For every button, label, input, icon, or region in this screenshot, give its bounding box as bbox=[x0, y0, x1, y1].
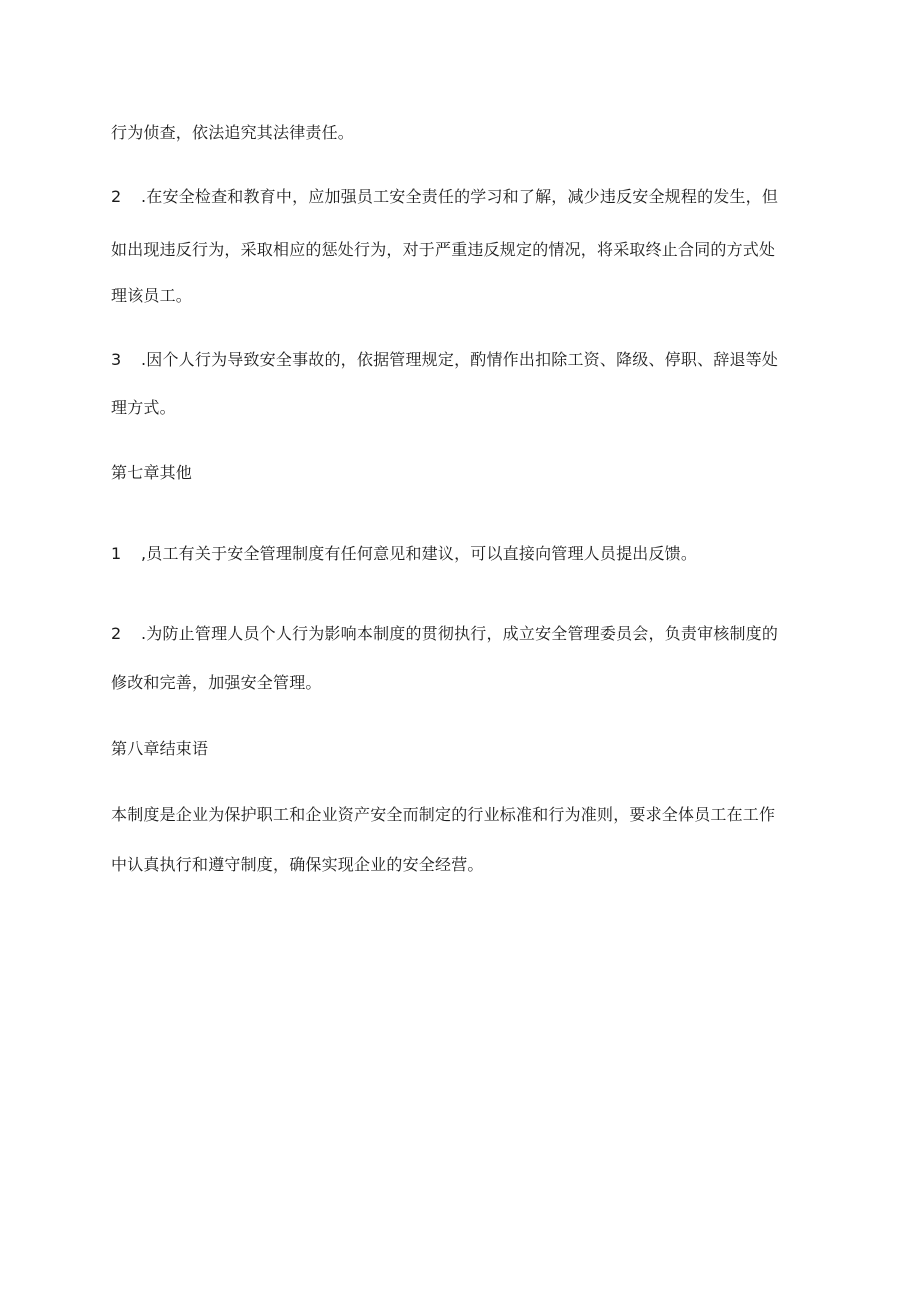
list-item-3-line-1 bbox=[111, 349, 811, 371]
list-item-text: ,员工有关于安全管理制度有任何意见和建议，可以直接向管理人员提出反馈。 bbox=[141, 544, 698, 563]
paragraph-text: 本制度是企业为保护职工和企业资产安全而制定的行业标准和行为准则，要求全体员工在工作 bbox=[111, 805, 776, 824]
chapter-heading bbox=[111, 462, 811, 484]
list-item-3-line-2 bbox=[111, 397, 811, 419]
list-item-2b-line-2 bbox=[111, 672, 811, 694]
list-item-text: .在安全检查和教育中，应加强员工安全责任的学习和了解，减少违反安全规程的发生，但 bbox=[141, 187, 779, 206]
list-item-text: 理方式。 bbox=[111, 398, 176, 417]
list-item-text: 理该员工。 bbox=[111, 286, 193, 305]
paragraph-line bbox=[111, 122, 811, 144]
list-item-number: 1 bbox=[111, 544, 122, 563]
list-item-number: 3 bbox=[111, 350, 122, 369]
paragraph-line bbox=[111, 804, 811, 826]
list-item-2-line-1 bbox=[111, 186, 811, 208]
list-item-text: 如出现违反行为，采取相应的惩处行为，对于严重违反规定的情况，将采取终止合同的方式处 bbox=[111, 240, 776, 259]
list-item-1-line-1 bbox=[111, 543, 811, 565]
paragraph-text: 行为侦查，依法追究其法律责任。 bbox=[111, 123, 355, 142]
list-item-2b-line-1 bbox=[111, 623, 811, 645]
paragraph-line bbox=[111, 854, 811, 876]
list-item-text: 修改和完善，加强安全管理。 bbox=[111, 673, 322, 692]
paragraph-text: 中认真执行和遵守制度，确保实现企业的安全经营。 bbox=[111, 855, 484, 874]
list-item-number: 2 bbox=[111, 187, 122, 206]
list-item-text: .因个人行为导致安全事故的，依据管理规定，酌情作出扣除工资、降级、停职、辞退等处 bbox=[141, 350, 779, 369]
list-item-2-line-3 bbox=[111, 285, 811, 307]
chapter-title: 第八章结束语 bbox=[111, 739, 209, 758]
list-item-number: 2 bbox=[111, 624, 122, 643]
chapter-heading bbox=[111, 738, 811, 760]
list-item-2-line-2 bbox=[111, 239, 811, 261]
chapter-title: 第七章其他 bbox=[111, 463, 193, 482]
list-item-text: .为防止管理人员个人行为影响本制度的贯彻执行，成立安全管理委员会，负责审核制度的 bbox=[141, 624, 779, 643]
